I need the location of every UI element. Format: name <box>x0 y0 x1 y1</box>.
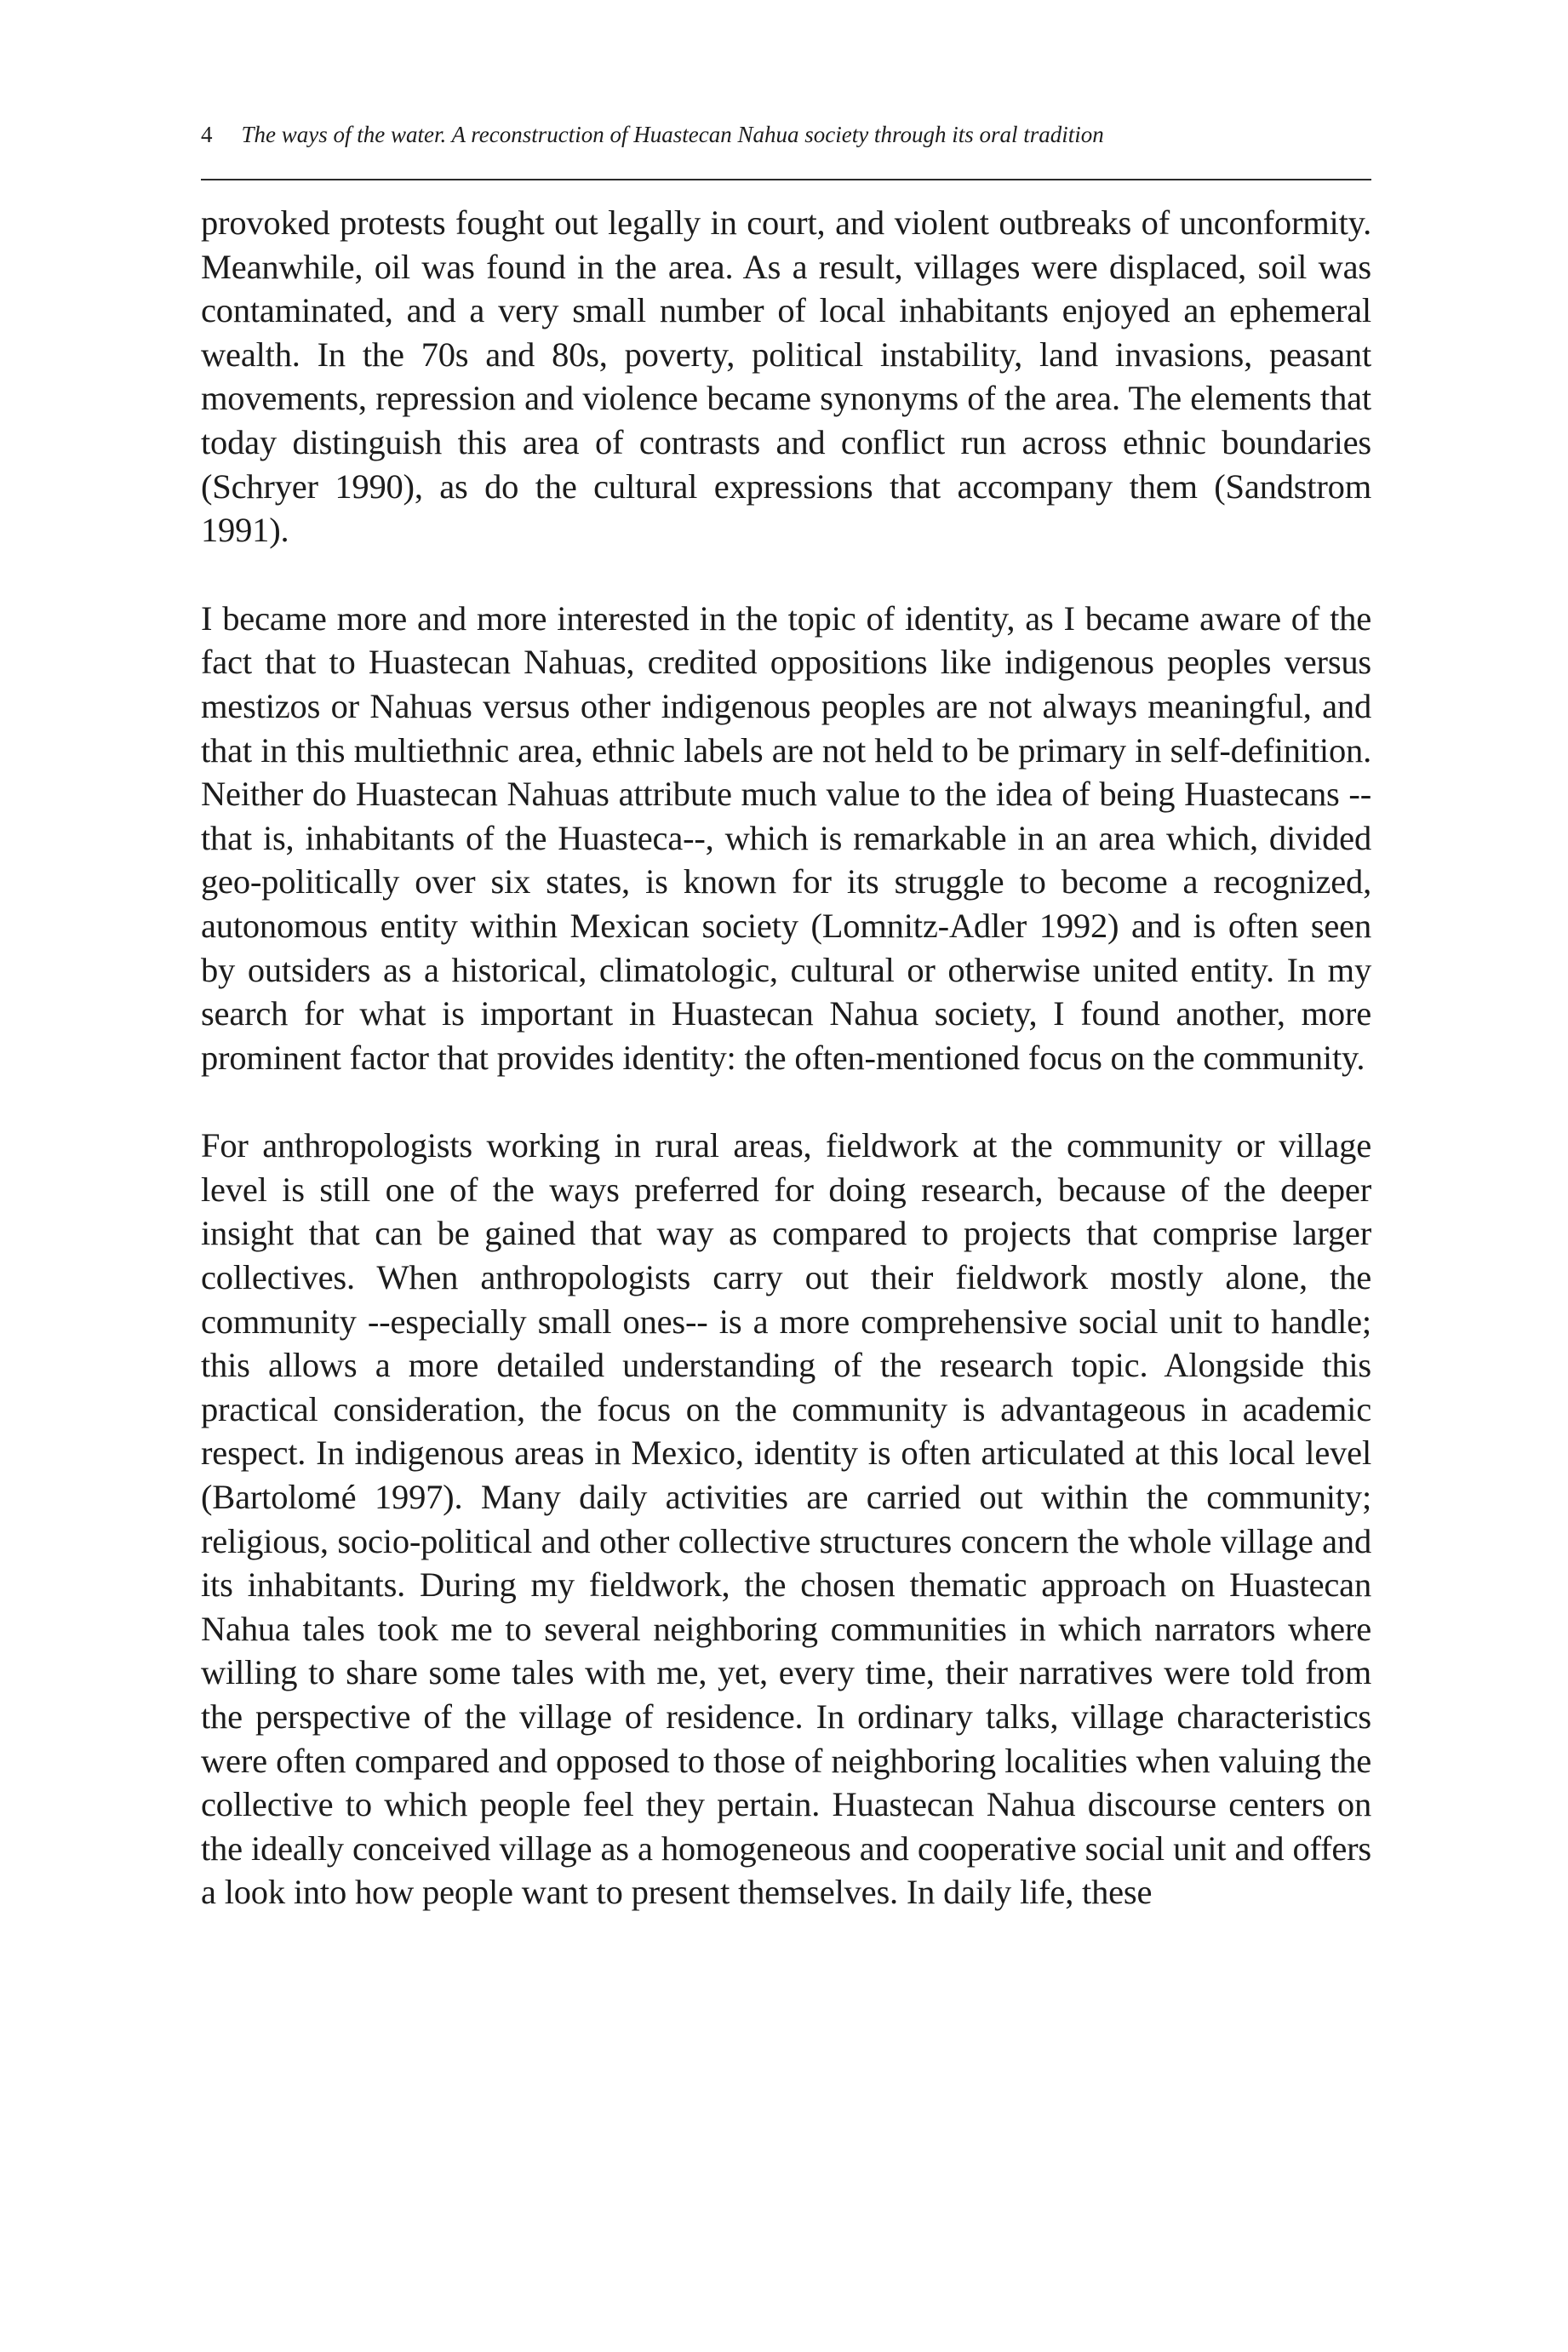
paragraph-1: provoked protests fought out legally in court, and violent outbreaks of unconformity. Meanwhile, oil was found in the area. As a result, villages were displaced, soil was contaminated, and a very small number of local inhabitants enjoyed an ephemeral wealth. In the 70s and 80s, poverty, political instability, land invasions, peasant movements, repression and violence became synonyms of the area. The elements that today distinguish this area of contrasts and conflict run across ethnic boundaries (Schryer 1990), as do the cultural expressions that accompany them (Sandstrom 1991). <box>201 203 1371 550</box>
running-title: The ways of the water. A reconstruction of Huastecan Nahua society through its oral tradition <box>241 122 1104 147</box>
header-rule <box>201 179 1371 180</box>
body-text <box>201 201 1371 1914</box>
running-header <box>201 117 1371 152</box>
paragraph-2: I became more and more interested in the topic of identity, as I became aware of the fact that to Huastecan Nahuas, credited oppositions like indigenous peoples versus mestizos or Nahuas versus other indigenous peoples are not always meaningful, and that in this multiethnic area, ethnic labels are not held to be primary in self-definition. Neither do Huastecan Nahuas attribute much value to the idea of being Huastecans --that is, inhabitants of the Huasteca--, which is remarkable in an area which, divided geo-politically over six states, is known for its struggle to become a recognized, autonomous entity within Mexican society (Lomnitz-Adler 1992) and is often seen by outsiders as a historical, climatologic, cultural or otherwise united entity. In my search for what is important in Huastecan Nahua society, I found another, more prominent factor that provides identity: the often-mentioned focus on the community. <box>201 598 1371 1077</box>
page-number: 4 <box>201 122 213 147</box>
paragraph-3: For anthropologists working in rural areas, fieldwork at the community or village level is still one of the ways preferred for doing research, because of the deeper insight that can be gained that way as compared to projects that comprise larger collectives. When anthropologists carry out their fieldwork mostly alone, the community --especially small ones-- is a more comprehensive social unit to handle; this allows a more detailed understanding of the research topic. Alongside this practical consideration, the focus on the community is advantageous in academic respect. In indigenous areas in Mexico, identity is often articulated at this local level (Bartolomé 1997). Many daily activities are carried out within the community; religious, socio-political and other collective structures concern the whole village and its inhabitants. During my fieldwork, the chosen thematic approach on Huastecan Nahua tales took me to several neighboring communities in which narrators where willing to share some tales with me, yet, every time, their narratives were told from the perspective of the village of residence. In ordinary talks, village characteristics were often compared and opposed to those of neighboring localities when valuing the collective to which people feel they pertain. Huastecan Nahua discourse centers on the ideally conceived village as a homogeneous and cooperative social unit and offers a look into how people want to present themselves. In daily life, these <box>201 1126 1371 1912</box>
